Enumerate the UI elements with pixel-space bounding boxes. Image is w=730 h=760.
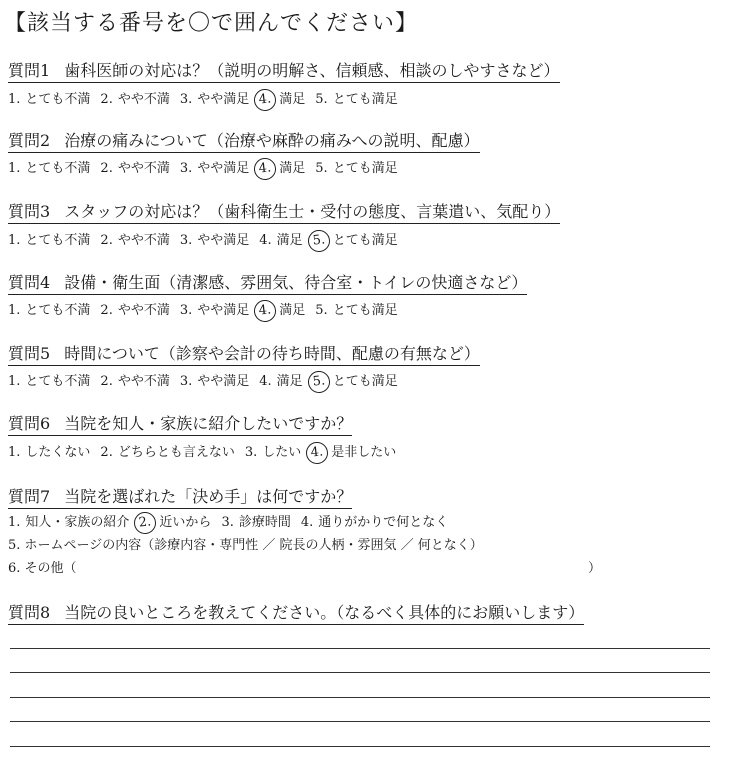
option-number: 2. [133, 511, 157, 535]
option-number: 4. [253, 88, 277, 112]
option-label: 診療時間 [238, 515, 291, 530]
question-6 [8, 411, 352, 436]
option-number: 2. [100, 92, 113, 107]
option [8, 229, 90, 248]
question-7-option-5: 5. ホームページの内容（診療内容・専門性 ／ 院長の人柄・雰囲気 ／ 何となく） [8, 538, 483, 553]
option-number: 1. [8, 374, 21, 389]
answer-line [10, 648, 710, 649]
question-1 [8, 58, 560, 83]
option-selected [313, 370, 398, 393]
option-number: 1. [8, 161, 21, 176]
question-4-options [8, 299, 408, 322]
option [8, 88, 90, 107]
option-label: やや満足 [197, 303, 250, 318]
option-6-label: 6. その他（ [8, 561, 77, 576]
option-number: 1. [8, 233, 21, 248]
option-number: 3. [179, 303, 193, 318]
question-number: 質問7 [8, 487, 51, 506]
option-label: とても満足 [332, 303, 398, 318]
question-text: 当院の良いところを教えてください。（なるべく具体的にお願いします） [64, 603, 585, 622]
option [315, 88, 397, 107]
option-number: 4. [253, 157, 277, 181]
option-label: やや満足 [197, 233, 250, 248]
question-number: 質問3 [8, 202, 51, 221]
question-text: 時間について（診察や会計の待ち時間、配慮の有無など） [64, 344, 480, 363]
option-number: 4. [305, 441, 329, 465]
option [245, 441, 301, 460]
option-label: 満足 [279, 303, 306, 318]
option [301, 511, 448, 530]
option [180, 299, 249, 318]
option-selected [311, 441, 396, 464]
option [221, 511, 290, 530]
option-label: とても不満 [25, 374, 91, 389]
option-label: やや不満 [117, 161, 170, 176]
option-number: 3. [179, 233, 193, 248]
option-number: 4. [300, 515, 314, 530]
answer-line [10, 697, 710, 698]
option [259, 229, 302, 248]
question-text: 当院を選ばれた「決め手」は何ですか？ [64, 487, 353, 506]
question-number: 質問4 [8, 273, 51, 292]
option-selected [139, 511, 211, 534]
option-label: 近いから [159, 515, 212, 530]
option-label: とても満足 [332, 92, 398, 107]
question-text: スタッフの対応は？（歯科衛生士・受付の態度、言葉遣い、気配り） [64, 202, 561, 221]
option-number: 4. [253, 299, 277, 323]
option-label: やや不満 [117, 92, 170, 107]
question-text: 治療の痛みについて（治療や麻酔の痛みへの説明、配慮） [64, 131, 480, 150]
question-2 [8, 128, 480, 153]
option-number: 5. [307, 370, 331, 394]
option [100, 229, 169, 248]
option-selected [259, 88, 305, 111]
option [100, 299, 169, 318]
option-number: 2. [100, 303, 113, 318]
option-label: とても不満 [25, 161, 91, 176]
option-label: とても満足 [332, 233, 398, 248]
option [180, 157, 249, 176]
option-number: 5. [315, 161, 328, 176]
option [100, 88, 169, 107]
answer-line [10, 672, 710, 673]
option [180, 370, 249, 389]
option-label: 通りがかりで何となく [318, 515, 449, 530]
question-text: 歯科医師の対応は？（説明の明解さ、信頼感、相談のしやすさなど） [64, 61, 560, 80]
option-label: 満足 [279, 161, 306, 176]
option-label: やや満足 [197, 92, 250, 107]
option-label: 満足 [276, 233, 303, 248]
option-label: したい [262, 445, 302, 460]
question-4 [8, 270, 527, 295]
option [315, 299, 397, 318]
question-1-options [8, 88, 408, 111]
question-text: 設備・衛生面（清潔感、雰囲気、待合室・トイレの快適さなど） [64, 273, 528, 292]
option-label: やや不満 [117, 233, 170, 248]
question-number: 質問8 [8, 603, 51, 622]
option-number: 5. [315, 92, 328, 107]
question-5-options [8, 370, 408, 393]
question-7 [8, 484, 352, 509]
option-label: とても不満 [25, 303, 91, 318]
option-number: 2. [100, 445, 113, 460]
option [100, 157, 169, 176]
option-selected [259, 157, 305, 180]
option-label: 満足 [279, 92, 306, 107]
option-number: 1. [8, 515, 21, 530]
question-7-options [8, 511, 458, 534]
option [8, 511, 129, 530]
question-3 [8, 199, 560, 224]
question-number: 質問1 [8, 61, 51, 80]
option [180, 229, 249, 248]
answer-line [10, 746, 710, 747]
question-3-options [8, 229, 408, 252]
option-label: どちらとも言えない [117, 445, 235, 460]
option-number: 4. [259, 233, 272, 248]
option-label: 知人・家族の紹介 [25, 515, 130, 530]
option [8, 441, 90, 460]
option [259, 370, 302, 389]
question-2-options [8, 157, 408, 180]
option-label: したくない [25, 445, 91, 460]
option-label: やや満足 [197, 161, 250, 176]
option-number: 3. [179, 161, 193, 176]
option-number: 4. [259, 374, 272, 389]
option-label: とても不満 [25, 92, 91, 107]
answer-line [10, 721, 710, 722]
question-6-options [8, 441, 406, 464]
option-label: 是非したい [331, 445, 397, 460]
question-5 [8, 341, 480, 366]
question-number: 質問5 [8, 344, 51, 363]
option-number: 2. [100, 374, 113, 389]
option-label: やや不満 [117, 374, 170, 389]
option-label: やや満足 [197, 374, 250, 389]
option-number: 5. [307, 229, 331, 253]
option-number: 3. [221, 515, 234, 530]
option-label: とても満足 [332, 374, 398, 389]
option-6-close-paren: ） [588, 561, 602, 576]
option [180, 88, 249, 107]
option-number: 5. [315, 303, 328, 318]
option-number: 3. [179, 374, 193, 389]
option [100, 370, 169, 389]
option [100, 441, 234, 460]
option-number: 2. [100, 233, 113, 248]
option-selected [259, 299, 305, 322]
option [315, 157, 397, 176]
question-8 [8, 600, 584, 625]
option-label: とても満足 [332, 161, 398, 176]
option [8, 370, 90, 389]
question-number: 質問6 [8, 414, 51, 433]
option-selected [313, 229, 398, 252]
survey-title: 【該当する番号を〇で囲んでください】 [4, 11, 419, 36]
option-number: 1. [8, 92, 21, 107]
question-text: 当院を知人・家族に紹介したいですか？ [64, 414, 353, 433]
option-label: やや不満 [117, 303, 170, 318]
option-number: 1. [8, 303, 21, 318]
option [8, 157, 90, 176]
option-label: とても不満 [25, 233, 91, 248]
option-label: 満足 [276, 374, 303, 389]
option [8, 299, 90, 318]
option-number: 3. [179, 92, 193, 107]
option-number: 3. [244, 445, 258, 460]
option-number: 1. [8, 445, 21, 460]
option-number: 2. [100, 161, 113, 176]
question-number: 質問2 [8, 131, 51, 150]
question-7-option-6 [8, 557, 608, 576]
